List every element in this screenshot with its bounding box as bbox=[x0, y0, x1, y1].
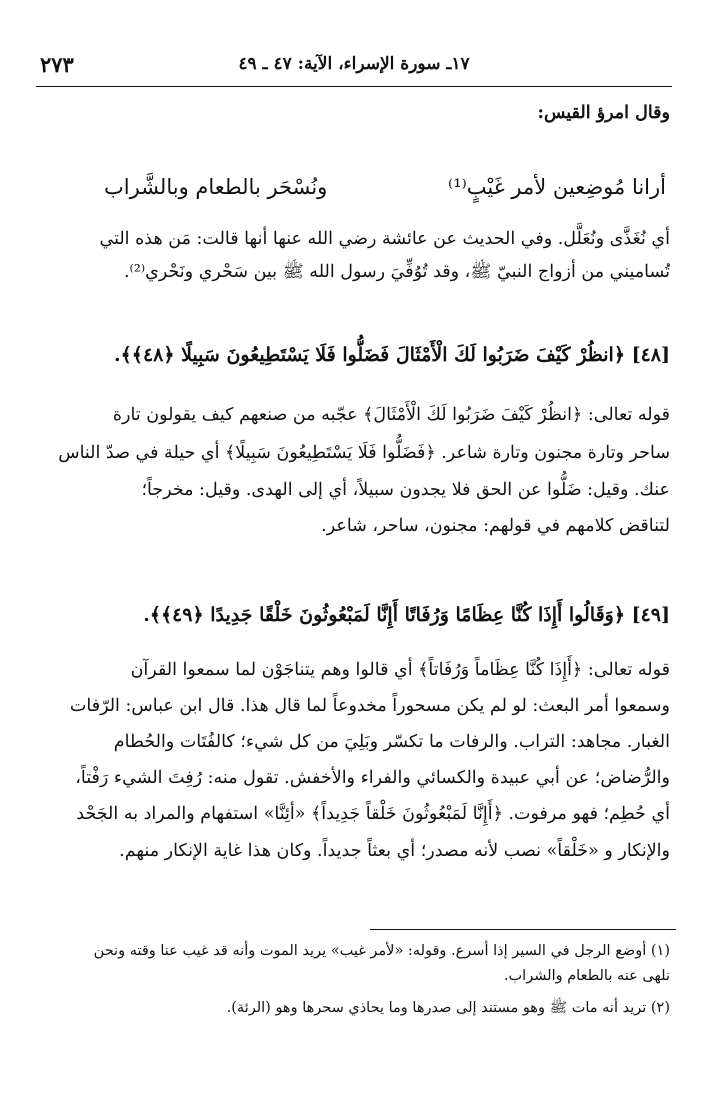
paragraph-line: ساحر وتارة مجنون وتارة شاعر. ﴿فَضَلُّوا فَلَا يَسْتَطِيعُونَ سَبِيلًا﴾ أي حيلة في صدّ الناس bbox=[58, 443, 670, 463]
paragraph-line: وسمعوا أمر البعث: لو لم يكن مسحوراً مخدوعاً لما قال هذا. قال ابن عباس: الرّفات bbox=[69, 696, 670, 716]
poetry-second-half: ونُسْحَر بالطعام وبالشَّراب bbox=[104, 175, 328, 199]
paragraph-line: الغبار. مجاهد: التراب. والرفات ما تكسّر وبَلِيَ من كل شيء؛ كالفُتَات والحُطام bbox=[113, 732, 670, 752]
paragraph-line: تُساميني من أزواج النبيّ ﷺ، وقد تُوُفِّيَ رسول الله ﷺ بين سَحْري ونَحْري⁽²⁾. bbox=[123, 262, 670, 282]
page-number: ٢٧٣ bbox=[40, 52, 74, 77]
footnote-1: (١) أوضع الرجل في السير إذا أسرع. وقوله: «لأمر غيب» يريد الموت وأنه قد غيب عنا وقته ونحن bbox=[93, 943, 670, 959]
paragraph-line: عنك. وقيل: ضَلُّوا عن الحق فلا يجدون سبيلاً، أي إلى الهدى. وقيل: مخرجاً؛ bbox=[141, 480, 670, 500]
paragraph-line: قوله تعالى: ﴿أَإِذَا كُنَّا عِظَاماً وَرُفَاتاً﴾ أي قالوا وهم يتناجَوْن لما سمعوا القرآن bbox=[130, 660, 670, 680]
page-header bbox=[36, 52, 672, 87]
poetry-first-half: أرانا مُوضِعين لأمر غَيْبٍ⁽¹⁾ bbox=[448, 175, 666, 199]
paragraph-line: لتناقض كلامهم في قولهم: مجنون، ساحر، شاعر. bbox=[321, 516, 670, 536]
paragraph-line: أي نُغَذَّى ونُعَلَّل. وفي الحديث عن عائشة رضي الله عنها أنها قالت: مَن هذه التي bbox=[99, 229, 670, 249]
running-title: ١٧ـ سورة الإسراء، الآية: ٤٧ ـ ٤٩ bbox=[238, 54, 470, 74]
footnote-1-continued: نلهى عنه بالطعام والشراب. bbox=[503, 968, 670, 984]
footnote-divider bbox=[370, 929, 676, 930]
paragraph-line: قوله تعالى: ﴿انظُرْ كَيْفَ ضَرَبُوا لَكَ الْأَمْثَالَ﴾ عجّبه من صنعهم كيف يقولون تارة bbox=[112, 405, 670, 425]
paragraph-line: والإنكار و «خَلْقاً» نصب لأنه مصدر؛ أي بعثاً جديداً. وكان هذا غاية الإنكار منهم. bbox=[119, 841, 670, 861]
poetry-intro: وقال امرؤ القيس: bbox=[537, 103, 670, 123]
quran-verse-48: [٤٨] ﴿انظُرْ كَيْفَ ضَرَبُوا لَكَ الْأَمْثَالَ فَضَلُّوا فَلَا يَسْتَطِيعُونَ سَبِيلًا ﴿٤٨﴾﴾. bbox=[114, 344, 670, 366]
quran-verse-49: [٤٩] ﴿وَقَالُوا أَإِذَا كُنَّا عِظَامًا وَرُفَاتًا أَإِنَّا لَمَبْعُوثُونَ خَلْقًا جَدِيدًا ﴿٤٩﴾﴾. bbox=[143, 604, 670, 626]
paragraph-line: والرُّضاض؛ عن أبي عبيدة والكسائي والفراء والأخفش. تقول منه: رُفِتَ الشيء رَفْتاً، bbox=[75, 768, 670, 788]
paragraph-line: أي حُطِم؛ فهو مرفوت. ﴿أَإِنَّا لَمَبْعُوثُونَ خَلْقاً جَدِيداً﴾ «أئِنَّا» استفهام والمراد به الجَحْد bbox=[76, 804, 670, 824]
footnote-2: (٢) تريد أنه مات ﷺ وهو مستند إلى صدرها وما يحاذي سحرها وهو (الرئة). bbox=[226, 1000, 670, 1016]
